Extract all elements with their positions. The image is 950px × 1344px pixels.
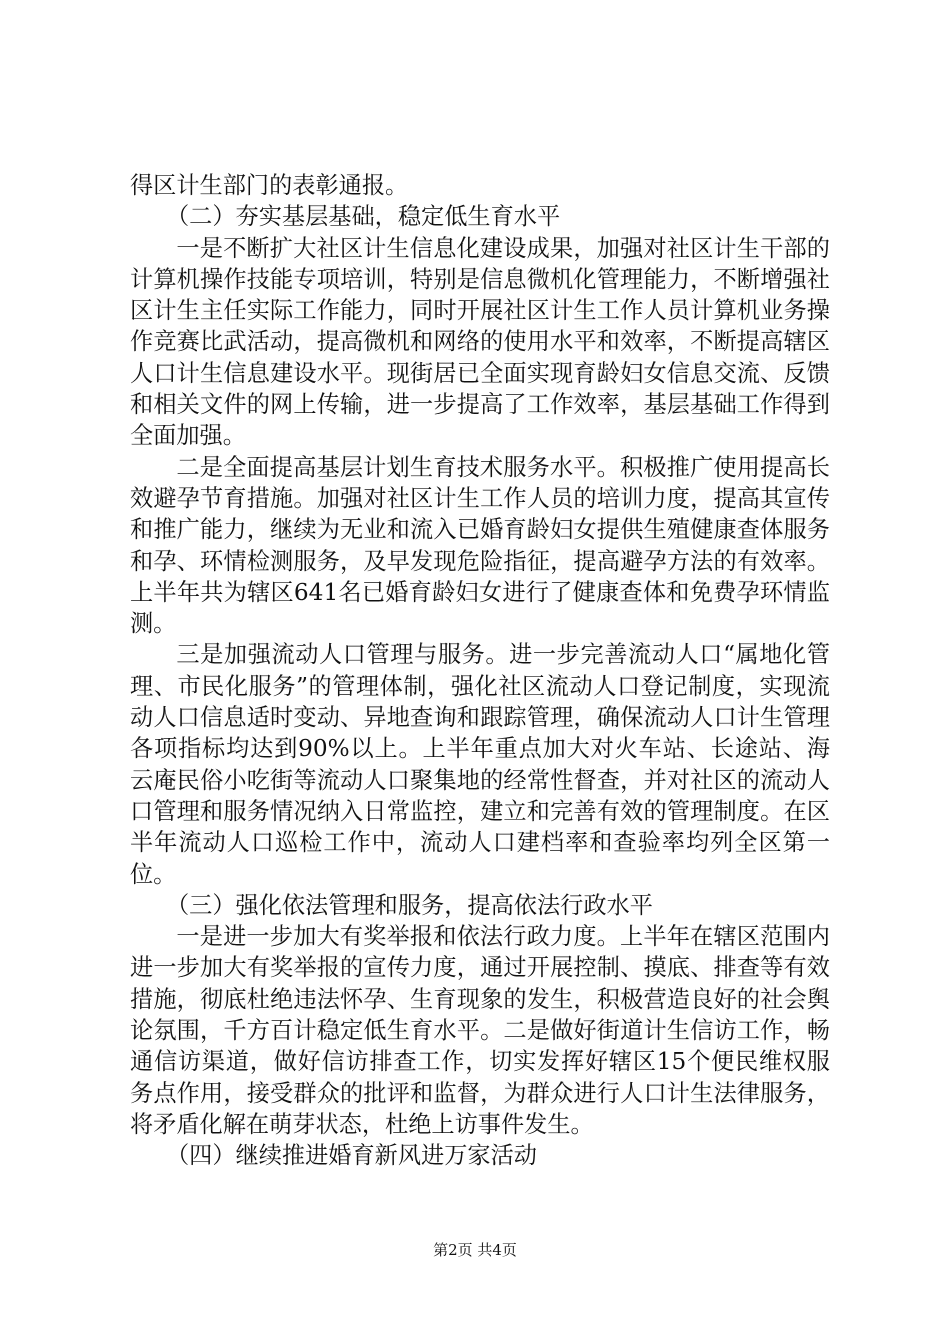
paragraph-floating-population: 三是加强流动人口管理与服务。进一步完善流动人口“属地化管理、市民化服务”的管理体制，强化社区流动人口登记制度，实现流动人口信息适时变动、异地查询和跟踪管理，确保流动人口计生管理各项指标均达到90%以上。上半年重点加大对火车站、长途站、海云庵民俗小吃街等流动人口聚集地的经常性督查，并对社区的流动人口管理和服务情况纳入日常监控，建立和完善有效的管理制度。在区半年流动人口巡检工作中，流动人口建档率和查验率均列全区第一位。 [130, 641, 830, 888]
section-heading-2: （二）夯实基层基础，稳定低生育水平 [165, 203, 561, 231]
page-number-footer: 第2页 共4页 [433, 1241, 517, 1259]
section-heading-4: （四）继续推进婚育新风进万家活动 [165, 1142, 537, 1170]
paragraph-law-enforcement: 一是进一步加大有奖举报和依法行政力度。上半年在辖区范围内进一步加大有奖举报的宣传力度，通过开展控制、摸底、排查等有效措施，彻底杜绝违法怀孕、生育现象的发生，积极营造良好的社会舆论氛围，千方百计稳定低生育水平。二是做好街道计生信访工作，畅通信访渠道，做好信访排查工作，切实发挥好辖区15个便民维权服务点作用，接受群众的批评和监督，为群众进行人口计生法律服务，将矛盾化解在萌芽状态，杜绝上访事件发生。 [130, 923, 830, 1138]
document-body [130, 170, 830, 1172]
paragraph-info-construction: 一是不断扩大社区计生信息化建设成果，加强对社区计生干部的计算机操作技能专项培训，特别是信息微机化管理能力，不断增强社区计生主任实际工作能力，同时开展社区计生工作人员计算机业务操作竞赛比武活动，提高微机和网络的使用水平和效率，不断提高辖区人口计生信息建设水平。现街居已全面实现育龄妇女信息交流、反馈和相关文件的网上传输，进一步提高了工作效率，基层基础工作得到全面加强。 [130, 234, 830, 450]
paragraph-technical-service: 二是全面提高基层计划生育技术服务水平。积极推广使用提高长效避孕节育措施。加强对社区计生工作人员的培训力度，提高其宣传和推广能力，继续为无业和流入已婚育龄妇女提供生殖健康查体服务和孕、环情检测服务，及早发现危险指征，提高避孕方法的有效率。上半年共为辖区641名已婚育龄妇女进行了健康查体和免费孕环情监测。 [130, 453, 830, 638]
paragraph-continuation: 得区计生部门的表彰通报。 [130, 172, 409, 199]
section-heading-3: （三）强化依法管理和服务，提高依法行政水平 [165, 891, 653, 919]
